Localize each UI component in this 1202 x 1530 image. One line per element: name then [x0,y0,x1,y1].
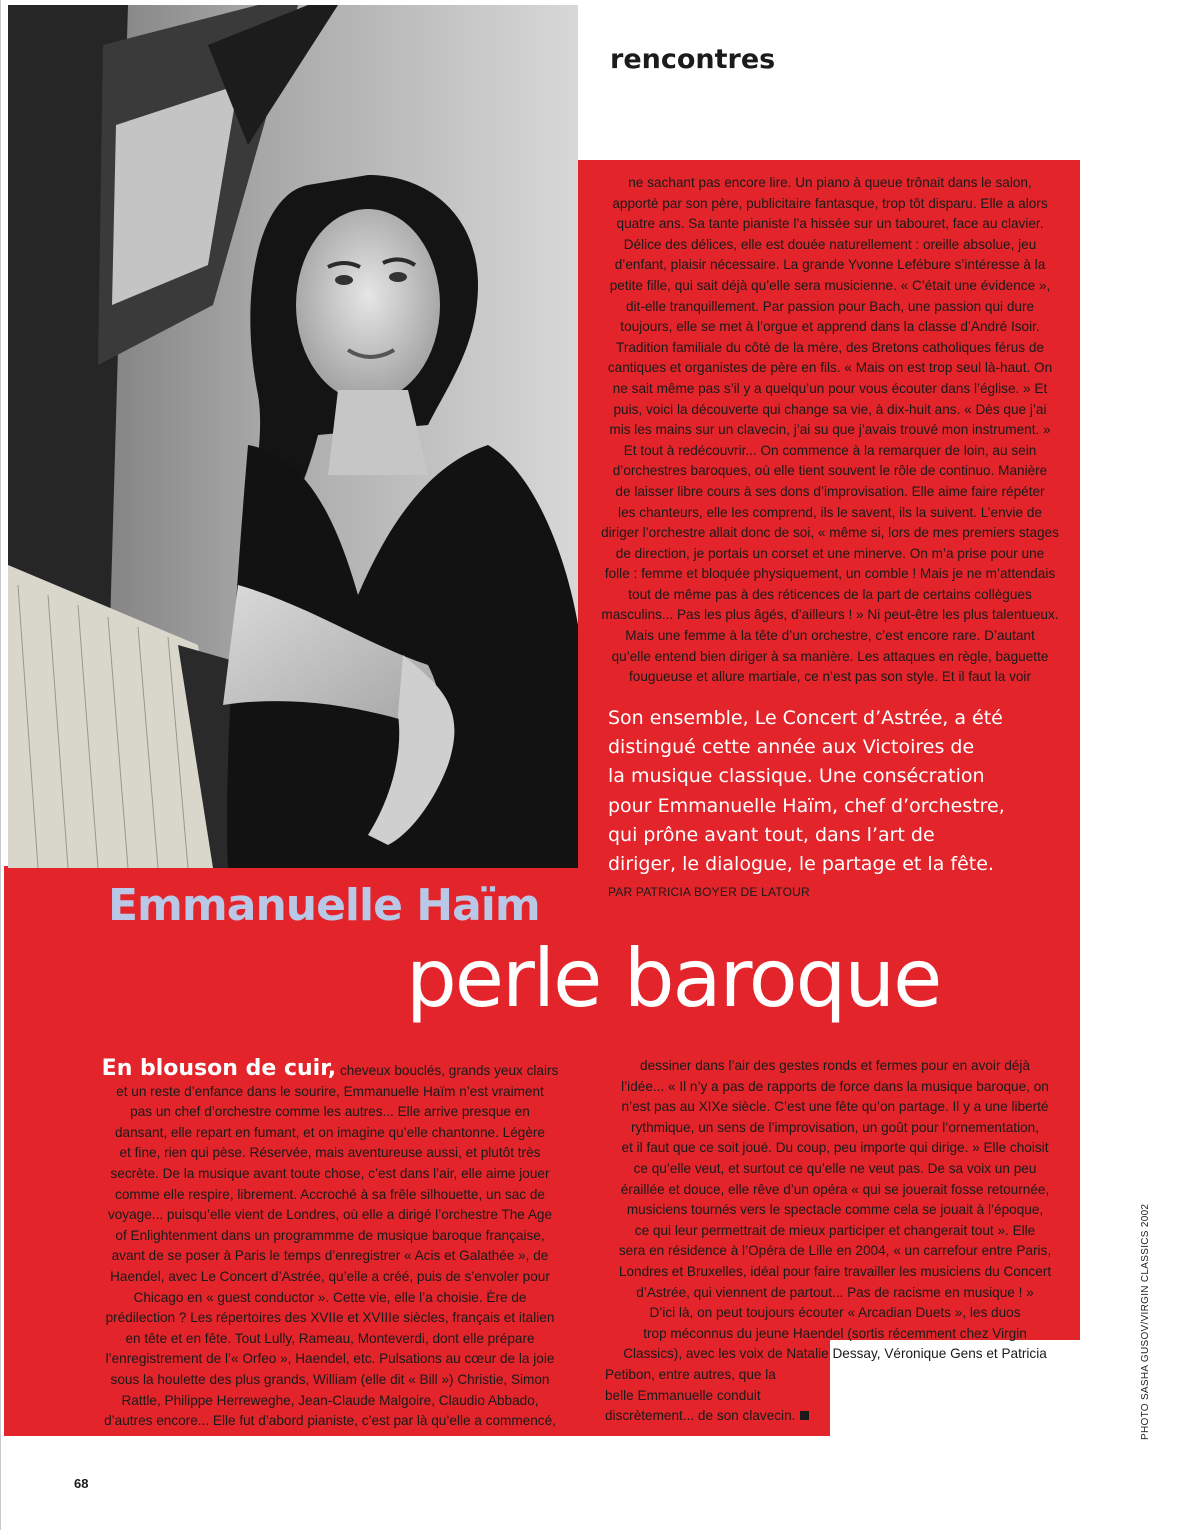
text-line: folle : femme et bloquée physiquement, un comble ! Mais je ne m’attendais [604,566,1056,582]
last-line-text: discrètement... de son clavecin. [605,1408,796,1424]
text-line: ce qu’elle veut, et surtout ce qu’elle ne veut pas. De sa voix un peu [633,1160,1037,1176]
standfirst-line: la musique classique. Une consécration [608,765,985,788]
text-line: de laisser libre cours à ses dons d’improvisation. Elle aime faire répéter [615,483,1045,499]
byline: PAR PATRICIA BOYER DE LATOUR [608,885,810,899]
text-line: Chicago en « guest conductor ». Cette vie, elle l’a choisie. Ère de [133,1289,527,1305]
text-line: voyage... puisqu’elle vient de Londres, où elle a dirigé l’orchestre The Age [107,1207,553,1223]
text-line: apporté par son père, publicitaire fantasque, trop tôt disparu. Elle a alors [612,195,1048,211]
standfirst-line: Son ensemble, Le Concert d’Astrée, a été [608,707,1003,729]
text-line: Mais une femme à la tête d’un orchestre, c’est encore rare. D’autant [625,628,1035,644]
text-line: comme elle respire, librement. Accroché à sa frêle silhouette, un sac de [115,1186,545,1202]
text-line: sous la houlette des plus grands, William (elle dit « Bill ») Christie, Simon [110,1371,550,1387]
text-line: masculins... Pas les plus âgés, d’ailleurs ! » Ni peut-être les plus talentueux. [601,607,1059,623]
text-line: l’idée... « Il n’y a pas de rapports de force dans la musique baroque, on [621,1078,1049,1094]
text-line: Petibon, entre autres, que la [605,1366,776,1382]
text-line: petite fille, qui sait déjà qu’elle sera musicienne. « C’était une évidence », [609,277,1051,293]
text-line: qu’elle entend bien diriger à sa manière. Les attaques en règle, baguette [611,648,1049,664]
first-line-rest: cheveux bouclés, grands yeux clairs [336,1063,559,1078]
section-rubric: rencontres [610,44,776,75]
text-line: et fine, rien qui pèse. Réservée, mais aventureuse aussi, et plutôt très [119,1145,541,1161]
text-line: éraillée et douce, elle rêve d’un opéra « qui se jouerait fosse retournée, [620,1181,1050,1197]
text-line: tout de même pas à des réticences de la part de certains collègues [628,586,1032,602]
text-line: dit-elle tranquillement. Par passion pour Bach, une passion qui dure [625,298,1035,314]
text-line-last [605,1406,1065,1427]
standfirst-line: distingué cette année aux Victoires de [608,736,975,759]
text-line: avant de se poser à Paris le temps d’enregistrer « Acis et Galathée », de [111,1248,549,1264]
text-line: belle Emmanuelle conduit [605,1387,761,1403]
article-column-top [600,173,1060,688]
text-line: Rattle, Philippe Herreweghe, Jean-Claude Malgoire, Claudio Abbado, [121,1392,539,1408]
text-line: d’orchestres baroques, où elle tient souvent le rôle de continuo. Manière [612,463,1048,479]
portrait-illustration [8,5,578,868]
text-line: et un reste d’enfance dans le sourire, Emmanuelle Haïm n’est vraiment [116,1083,544,1099]
text-line: dansant, elle repart en fumant, et on imagine qu’elle chantonne. Légère [114,1124,545,1140]
page-number: 68 [74,1476,89,1491]
text-line: en tête et en fête. Tout Lully, Rameau, Monteverdi, dont elle prépare [125,1330,535,1346]
text-line: Tradition familiale du côté de la mère, des Bretons catholiques férus de [616,339,1044,355]
text-line: et il faut que ce soit joué. Du coup, peu importe qui dirige. » Elle choisit [621,1140,1049,1156]
standfirst-line: pour Emmanuelle Haïm, chef d’orchestre, [608,794,1005,817]
end-mark-icon [800,1411,809,1420]
standfirst-line: qui prône avant tout, dans l’art de [608,823,935,846]
text-line: diriger l’orchestre allait donc de soi, « même si, lors de mes premiers stages [601,525,1059,541]
text-line: Classics), avec les voix de Natalie Dessay, Véronique Gens et Patricia [623,1346,1047,1362]
text-line: trop méconnus du jeune Haendel (sortis récemment chez Virgin [643,1325,1027,1341]
text-line: secrète. De la musique avant toute chose, c’est dans l’air, elle aime jouer [110,1165,550,1181]
text-line: prédilection ? Les répertoires des XVIIe et XVIIIe siècles, français et italien [105,1310,555,1326]
text-line: d’enfant, plaisir nécessaire. La grande Yvonne Lefébure s’intéresse à la [614,257,1046,273]
text-line: de direction, je portais un corset et une minerve. On m’a prise pour une [615,545,1045,561]
text-line: ne sait même pas s’il y a quelqu’un pour vous écouter dans l’église. » Et [612,380,1048,396]
text-line: dessiner dans l’air des gestes ronds et fermes pour en avoir déjà [640,1058,1030,1073]
text-line: mis les mains sur un clavecin, j’ai su que j’avais trouvé mon instrument. » [609,422,1051,438]
crop-mark [0,0,1,1530]
text-line: les chanteurs, elle les comprend, ils le savent, ils la suivent. L’envie de [618,504,1042,520]
text-line: sera en résidence à l’Opéra de Lille en 2004, « un carrefour entre Paris, [618,1243,1052,1259]
text-line: l’enregistrement de l’« Orfeo », Haendel, etc. Pulsations au cœur de la joie [105,1351,555,1367]
text-line: fougueuse et allure martiale, ce n’est pas son style. Et il faut la voir [629,669,1031,685]
text-line: D’ici là, on peut toujours écouter « Arcadian Duets », les duos [649,1305,1021,1321]
article-column-left [80,1056,580,1432]
text-line: Délice des délices, elle est douée naturellement : oreille absolue, jeu [623,236,1037,252]
text-line: ce qui leur permettrait de mieux participer et changerait tout ». Elle [634,1222,1036,1238]
text-line: of Enlightenment dans un programmme de musique baroque française, [115,1227,545,1243]
text-line: Londres et Bruxelles, idéal pour faire travailler les musiciens du Concert [618,1263,1052,1279]
text-line: musiciens tournés vers le spectacle comme cela se jouait à l’époque, [626,1202,1044,1218]
text-line: rythmique, un sens de l’improvisation, un goût pour l’ornementation, [630,1119,1040,1135]
text-line: puis, voici la découverte qui change sa vie, à dix-huit ans. « Dès que j’ai [613,401,1047,417]
standfirst-line: diriger, le dialogue, le partage et la fête. [608,853,994,876]
article-title-name: Emmanuelle Haïm [108,880,540,931]
text-line: d’Astrée, qui viennent de partout... Pas de racisme en musique ! » [636,1284,1034,1300]
portrait-photo [8,5,578,868]
text-line: pas un chef d’orchestre comme les autres... Elle arrive presque en [130,1104,530,1120]
text-line: Haendel, avec Le Concert d’Astrée, qu’elle a créé, puis de s’envoler pour [110,1268,550,1284]
photo-credit: PHOTO SASHA GUSOV/VIRGIN CLASSICS 2002 [1140,1203,1151,1440]
article-column-right [605,1056,1065,1427]
text-line-first [80,1056,580,1082]
lead-in: En blouson de cuir, [101,1056,337,1081]
text-line: quatre ans. Sa tante pianiste l’a hissée sur un tabouret, face au clavier. [616,216,1044,232]
text-line: ne sachant pas encore lire. Un piano à queue trônait dans le salon, [628,175,1032,190]
text-line: n’est pas au XIXe siècle. C’est une fête qu’on partage. Il y a une liberté [621,1099,1049,1115]
text-line: toujours, elle se met à l’orgue et apprend dans la classe d’André Isoir. [620,319,1040,335]
text-line: d’autres encore... Elle fut d’abord pianiste, c’est par là qu’elle a commencé, [104,1413,556,1429]
standfirst [608,704,1068,879]
text-line: Et tout à redécouvrir... On commence à la remarquer de loin, au sein [623,442,1037,458]
text-line: cantiques et organistes de père en fils. « Mais on est trop seul là-haut. On [607,360,1053,376]
article-title-subtitle: perle baroque [406,932,941,1025]
